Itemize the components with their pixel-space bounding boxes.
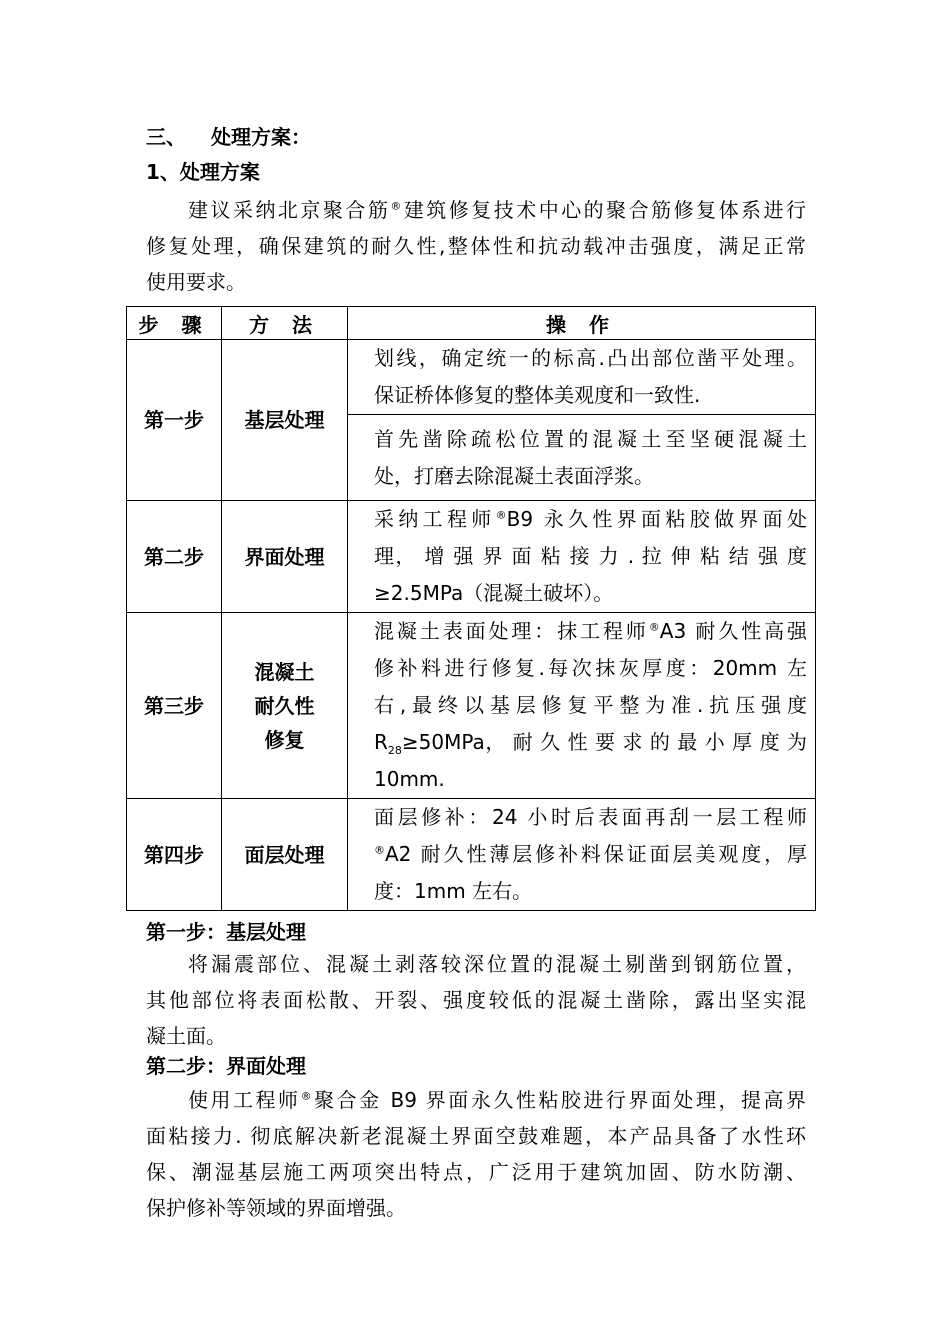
step-name: 第二步 (127, 501, 222, 613)
intro-line: 使用要求。 (146, 270, 246, 294)
section-title: 处理方案： (211, 125, 311, 149)
header-method: 方 法 (222, 307, 348, 340)
header-operation: 操 作 (348, 307, 816, 340)
intro-line: 修复处理，确保建筑的耐久性,整体性和抗动载冲击强度，满足正常 (146, 234, 806, 258)
section-number: 三、 (146, 125, 186, 149)
detail1-title: 第一步：基层处理 (146, 920, 306, 944)
table-row (127, 613, 816, 799)
table-header-row (127, 307, 816, 340)
detail2-paragraph: 使用工程师®聚合金 B9 界面永久性粘胶进行界面处理，提高界 面粘接力. 彻底解决新老混凝土界面空鼓难题，本产品具备了水性环 保、潮湿基层施工两项突出特点，广泛用于建筑加固、防水防潮、 保护修补等领域的界面增强。 (146, 1088, 806, 1220)
table-row (127, 799, 816, 911)
step-name: 第一步 (127, 340, 222, 501)
table-row (127, 501, 816, 613)
step-method: 基层处理 (222, 340, 348, 501)
step-name: 第四步 (127, 799, 222, 911)
step-operation: 面层修补：24 小时后表面再刮一层工程师 ®A2 耐久性薄层修补料保证面层美观度，厚 度：1mm 左右。 (348, 799, 816, 911)
treatment-steps-table (126, 306, 816, 911)
intro-line: 建议采纳北京聚合筋®建筑修复技术中心的聚合筋修复体系进行 (188, 198, 807, 222)
step-operation: 混凝土表面处理：抹工程师®A3 耐久性高强 修补料进行修复.每次抹灰厚度：20mm 左 右,最终以基层修复平整为准.抗压强度 $R_{28}\ge 50MPa$， 耐 久 性 要 求 的 最 小 厚 度 为 10mm. (348, 613, 816, 799)
step-method: 界面处理 (222, 501, 348, 613)
step-method: 混凝土 耐久性 修复 (222, 613, 348, 799)
subsection-title: 1、处理方案 (146, 160, 260, 184)
table-row (127, 340, 816, 415)
step-operation: 划线，确定统一的标高.凸出部位凿平处理。 保证桥体修复的整体美观度和一致性. (348, 340, 816, 415)
step-operation: 采纳工程师®B9 永久性界面粘胶做界面处 理， 增 强 界 面 粘 接 力 . 拉 伸 粘 结 强 度 ≥2.5MPa（混凝土破坏）。 (348, 501, 816, 613)
step-operation: 首先凿除疏松位置的混凝土至坚硬混凝土 处，打磨去除混凝土表面浮浆。 (348, 415, 816, 501)
header-step: 步 骤 (127, 307, 222, 340)
step-name: 第三步 (127, 613, 222, 799)
detail1-paragraph: 将漏震部位、混凝土剥落较深位置的混凝土剔凿到钢筋位置， 其他部位将表面松散、开裂、强度较低的混凝土凿除，露出坚实混 凝土面。 (146, 952, 806, 1048)
step-method: 面层处理 (222, 799, 348, 911)
intro-paragraph (146, 192, 806, 300)
detail2-title: 第二步：界面处理 (146, 1054, 306, 1078)
